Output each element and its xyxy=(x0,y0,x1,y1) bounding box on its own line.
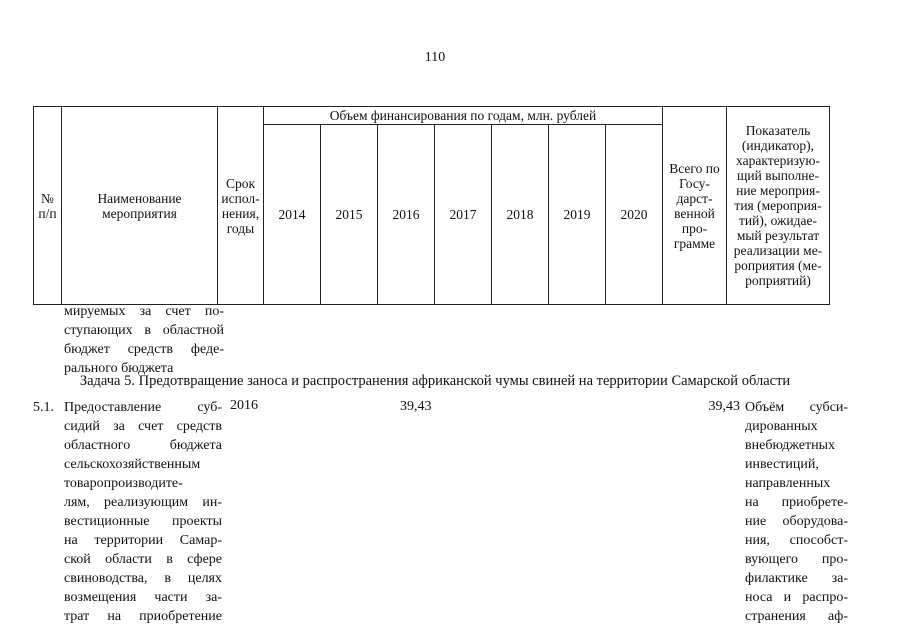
header-name: Наименование мероприятия xyxy=(62,107,218,305)
header-year-2016: 2016 xyxy=(378,125,435,305)
header-year-2017: 2017 xyxy=(435,125,492,305)
header-indicator: Показатель (индикатор), характеризую- щий выполне- ние мероприя- тия (мероприя- тий), ожидае- мый результат реализации ме- роприятия (ме- роприятий) xyxy=(727,107,830,305)
task-heading: Задача 5. Предотвращение заноса и распространения африканской чумы свиней на территории Самарской области xyxy=(79,373,791,389)
header-year-2019: 2019 xyxy=(549,125,606,305)
header-financing-title: Объем финансирования по годам, млн. рублей xyxy=(264,107,663,125)
header-year-2018: 2018 xyxy=(492,125,549,305)
table-header xyxy=(33,106,830,305)
continuation-text: мируемых за счет по- ступающих в областной бюджет средств феде- рального бюджета xyxy=(64,304,224,376)
header-total: Всего по Госу- дарст- венной про- грамме xyxy=(663,107,727,305)
header-year-2020: 2020 xyxy=(606,125,663,305)
page-number: 110 xyxy=(424,50,446,65)
row-indicator: Объём субси- дированных внебюджетных инвестиций, направленных на приобрете- ние оборудова- ния, способст- вующего про- филактике за- носа и распро- странения аф- xyxy=(745,400,848,624)
row-measure-name: Предоставление суб- сидий за счет средств областного бюджета сельскохозяйственным товаропроизводите- лям, реализующим ин- вестиционные проекты на территории Самар- ской области в сфере свиноводства, в целях возмещения части за- трат на приобретение xyxy=(64,400,222,624)
row-total: 39,43 xyxy=(708,399,740,414)
header-number: № п/п xyxy=(34,107,62,305)
header-term: Срок испол- нения, годы xyxy=(218,107,264,305)
header-year-2015: 2015 xyxy=(321,125,378,305)
header-year-2014: 2014 xyxy=(264,125,321,305)
row-value-2016: 39,43 xyxy=(400,399,432,414)
row-number: 5.1. xyxy=(33,400,54,415)
row-term: 2016 xyxy=(230,398,258,413)
